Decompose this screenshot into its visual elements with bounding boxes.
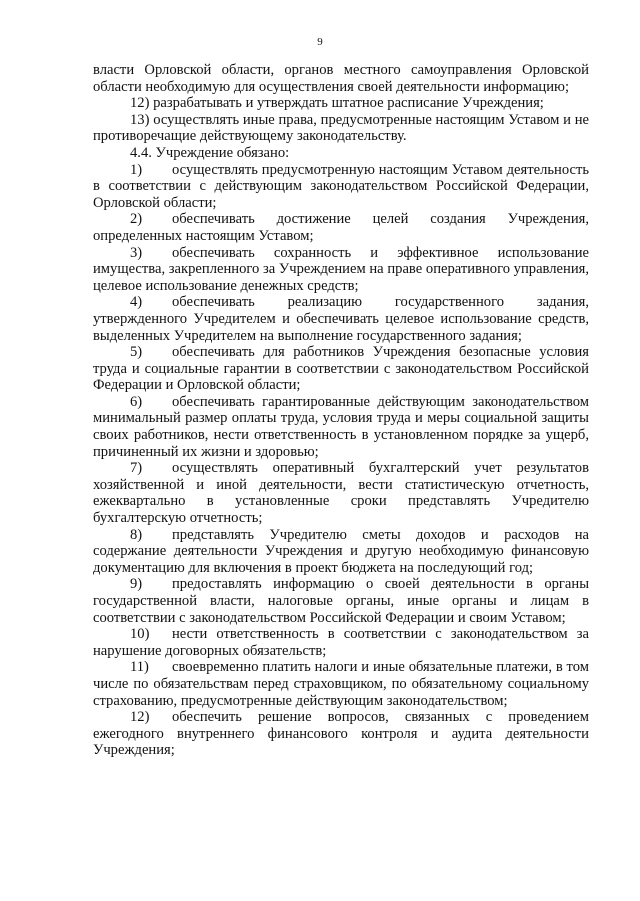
paragraph-text: власти Орловской области, органов местного самоуправления Орловской области необходимую для осуществления своей деятельности информацию; <box>93 62 589 95</box>
item-text: нести ответственность в соответствии с законодательством за нарушение договорных обязательств; <box>93 626 589 659</box>
list-item <box>93 527 589 577</box>
item-number: 1) <box>130 161 143 178</box>
item-text: обеспечивать достижение целей создания Учреждения, определенных настоящим Уставом; <box>93 211 589 244</box>
item-text: обеспечить решение вопросов, связанных с проведением ежегодного внутреннего финансового контроля и аудита деятельности Учреждения; <box>93 709 589 759</box>
item-text: обеспечивать для работников Учреждения безопасные условия труда и социальные гарантии в соответствии с законодательством Российской Федерации и Орловской области; <box>93 344 589 394</box>
list-item <box>93 245 589 295</box>
item-number: 8) <box>130 526 143 543</box>
page-number: 9 <box>317 36 323 48</box>
section-heading <box>93 145 589 162</box>
item-number: 2) <box>130 211 143 228</box>
document-body <box>93 62 589 759</box>
list-item <box>93 576 589 626</box>
item-number: 12) <box>130 709 150 726</box>
list-item <box>93 659 589 709</box>
item-text: обеспечивать сохранность и эффективное использование имущества, закрепленного за Учреждением на праве оперативного управления, целевое использование денежных средств; <box>93 244 589 294</box>
paragraph <box>93 112 589 145</box>
item-number: 4) <box>130 294 143 311</box>
list-item <box>93 294 589 344</box>
paragraph-text: 13) осуществлять иные права, предусмотренные настоящим Уставом и не противоречащие действующему законодательству. <box>93 111 589 145</box>
item-text: осуществлять оперативный бухгалтерский учет результатов хозяйственной и иной деятельности, вести статистическую отчетность, ежеквартально в установленные сроки представлять Учредителю бухгалтерскую отчетность; <box>93 460 589 527</box>
item-text: обеспечивать реализацию государственного задания, утвержденного Учредителем и обеспечивать целевое использование средств, выделенных Учредителем на выполнение государственного задания; <box>93 294 589 344</box>
paragraph-text: 12) разрабатывать и утверждать штатное расписание Учреждения; <box>130 95 544 112</box>
list-item <box>93 344 589 394</box>
item-text: представлять Учредителю сметы доходов и расходов на содержание деятельности Учреждения и другую необходимую финансовую документацию для включения в проект бюджета на последующий год; <box>93 526 589 576</box>
list-item <box>93 460 589 526</box>
list-item <box>93 394 589 460</box>
item-text: предоставлять информацию о своей деятельности в органы государственной власти, налоговые органы, иные органы и лицам в соответствии с законодательством Российской Федерации и своим Уставом; <box>93 576 589 626</box>
list-item <box>93 211 589 244</box>
item-text: осуществлять предусмотренную настоящим Уставом деятельность в соответствии с действующим законодательством Российской Федерации, Орловской области; <box>93 161 589 211</box>
item-number: 7) <box>130 460 143 477</box>
item-text: обеспечивать гарантированные действующим законодательством минимальный размер оплаты труда, условия труда и меры социальной защиты своих работников, нести ответственность в установленном порядке за ущерб, причиненный их жизни и здоровью; <box>93 393 589 460</box>
list-item <box>93 709 589 759</box>
list-item <box>93 162 589 212</box>
item-number: 6) <box>130 393 143 410</box>
item-number: 5) <box>130 344 143 361</box>
item-text: своевременно платить налоги и иные обязательные платежи, в том числе по обязательствам перед страховщиком, по обязательному социальному страхованию, предусмотренные действующим законодательством; <box>93 659 589 709</box>
item-number: 10) <box>130 626 150 643</box>
paragraph <box>93 62 589 95</box>
list-item <box>93 626 589 659</box>
item-number: 9) <box>130 576 143 593</box>
item-number: 3) <box>130 244 143 261</box>
paragraph <box>93 95 589 112</box>
item-number: 11) <box>130 659 149 676</box>
paragraph-text: 4.4. Учреждение обязано: <box>130 144 290 161</box>
